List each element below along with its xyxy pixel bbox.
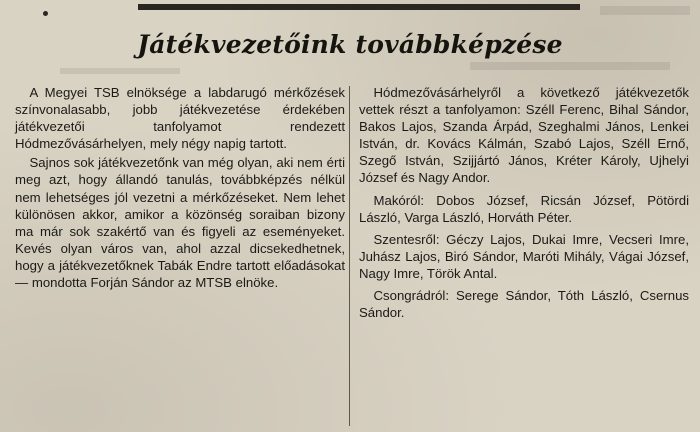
paragraph-intro: A Megyei TSB elnöksége a labdarugó mérkőzések színvonalasabb, jobb játékvezetése érdekében játékvezetői tanfolyamot rendezett Hódmezővásárhelyen, mely négy napig tartott. bbox=[15, 85, 345, 152]
paragraph-hodmezovasarhely: Hódmezővásárhelyről a következő játékvezetők vettek részt a tanfolyamon: Széll Ferenc, Bihal Sándor, Bakos Lajos, Szanda Árpád, Szeghalmi János, Lenkei István, dr. Kovács Kálmán, Szabó Lajos, Széll Ernő, Szegő István, Szijjártó János, Kréter Károly, Ujhelyi József és Nagy Andor. bbox=[359, 85, 689, 186]
article-title: Játékvezetőink továbbképzése bbox=[137, 30, 563, 59]
paragraph-csongrad: Csongrádról: Serege Sándor, Tóth László, Csernus Sándor. bbox=[359, 288, 689, 321]
column-divider bbox=[349, 86, 350, 426]
print-dot bbox=[43, 11, 48, 16]
article-column-left bbox=[15, 84, 345, 430]
paragraph-body: Sajnos sok játékvezetőnk van még olyan, aki nem érti meg azt, hogy állandó tanulás, továbbképzés nélkül nem lehetséges jól vezetni a mérkőzéseket. Nem lehet különösen akkor, amikor a közönség soraiban bizony ma már sok szakértő van és figyeli az eseményeket. Kevés olyan város van, ahol azzal dicsekedhetnek, hogy a játékvezetőknek Tabák Endre tartott előadásokat — mondotta Forján Sándor az MTSB elnöke. bbox=[15, 155, 345, 291]
article-column-right bbox=[359, 84, 689, 430]
top-rule bbox=[138, 4, 580, 10]
paragraph-szentes: Szentesről: Géczy Lajos, Dukai Imre, Vecseri Imre, Juhász Lajos, Biró Sándor, Maróti Mihály, Vágai József, Nagy Imre, Török Antal. bbox=[359, 231, 689, 281]
paragraph-mako: Makóról: Dobos József, Ricsán József, Pötördi László, Varga László, Horváth Péter. bbox=[359, 192, 689, 225]
